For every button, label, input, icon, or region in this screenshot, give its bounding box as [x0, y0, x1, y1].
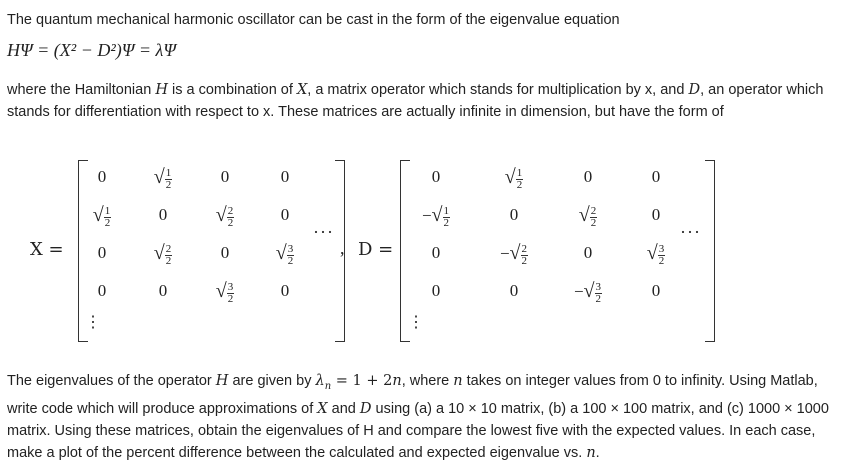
symbol-n: n: [392, 373, 402, 389]
desc-text-4: , an operator which stands for differentiation with respect to x. These matrices are actually infinite in dimension, but have the form of: [7, 82, 824, 120]
desc-text-3: , a matrix operator which stands for multiplication by x, and: [307, 82, 689, 98]
concl-text-6: using (a) a 10 × 10 matrix, (b) a 100 × 100 matrix, and (c) 1000 × 1000 matrix. Using these matrices, obtain the eigenvalues of H and compare the lowest five with the expected values. In each case, make a plot of the percent difference between the calculated and expected eigenvalue vs.: [7, 400, 829, 461]
matrix-d: [358, 150, 728, 350]
matrix-x-cell: √ $\frac{2}{2}$: [215, 204, 234, 229]
matrix-x-cell: √ $\frac{1}{2}$: [92, 204, 111, 229]
symbol-x: X: [296, 82, 308, 98]
matrix-d-hellipsis: ···: [680, 222, 701, 242]
matrix-x-cell: 0: [158, 205, 168, 224]
matrix-x-cell: √ $\frac{2}{2}$: [153, 242, 172, 267]
matrix-d-label: D =: [358, 239, 394, 260]
matrix-d-cell: 0: [651, 167, 661, 186]
matrix-x-label: X =: [30, 239, 64, 260]
matrix-x: [30, 150, 360, 350]
conclusion-paragraph: [7, 370, 847, 464]
matrix-x-cell: 0: [220, 243, 230, 262]
symbol-d: D: [688, 82, 701, 98]
concl-text-7: .: [595, 444, 600, 461]
concl-text-2: are given by: [228, 373, 316, 389]
matrix-d-cell: −√ $\frac{2}{2}$: [499, 242, 528, 267]
matrix-d-right-bracket: [705, 160, 715, 342]
matrix-d-cell: 0: [431, 167, 441, 186]
matrix-d-cell: 0: [431, 243, 441, 262]
matrix-d-cell: 0: [583, 167, 593, 186]
matrix-d-cell: −√ $\frac{1}{2}$: [421, 204, 450, 229]
matrix-x-cell: 0: [280, 167, 290, 186]
symbol-h: H: [155, 82, 168, 98]
matrix-d-cell: 0: [651, 205, 661, 224]
matrix-d-cell: 0: [651, 281, 661, 300]
eigenvalue-equation: HΨ = (X² − D²)Ψ = λΨ: [7, 40, 176, 60]
matrix-x-cell: √ $\frac{3}{2}$: [215, 280, 234, 305]
matrix-x-cell: √ $\frac{3}{2}$: [275, 242, 294, 267]
concl-text-1: The eigenvalues of the operator: [7, 373, 216, 389]
matrix-d-cell: 0: [509, 281, 519, 300]
matrix-d-cell: −√ $\frac{3}{2}$: [573, 280, 602, 305]
matrix-x-cell: 0: [220, 167, 230, 186]
matrix-x-cell: 0: [158, 281, 168, 300]
matrix-x-cell: 0: [280, 205, 290, 224]
matrix-x-cell: √ $\frac{1}{2}$: [153, 166, 172, 191]
symbol-d: D: [359, 400, 372, 417]
desc-text-2: is a combination of: [167, 82, 297, 98]
matrix-x-cell: 0: [280, 281, 290, 300]
concl-text-4: takes on integer values from 0 to infinity. Using Matlab, write code which will produce approximations of: [7, 373, 818, 417]
symbol-n: n: [453, 373, 463, 389]
matrix-d-cell: √ $\frac{3}{2}$: [646, 242, 665, 267]
desc-text-1: where the Hamiltonian: [7, 82, 156, 98]
description-paragraph: [7, 79, 847, 123]
symbol-n: n: [586, 444, 596, 461]
matrix-d-cell: 0: [431, 281, 441, 300]
symbol-x: X: [317, 400, 328, 417]
intro-text: The quantum mechanical harmonic oscillator can be cast in the form of the eigenvalue equation: [7, 12, 620, 28]
matrix-x-cell: 0: [97, 243, 107, 262]
concl-text-5: and: [327, 400, 360, 417]
matrix-d-cell: 0: [509, 205, 519, 224]
matrix-d-cell: √ $\frac{2}{2}$: [578, 204, 597, 229]
symbol-lambda: λ: [315, 373, 325, 389]
matrix-d-cell: 0: [583, 243, 593, 262]
matrix-x-hellipsis: ···: [313, 222, 334, 242]
matrix-separator: ,: [340, 238, 345, 258]
matrix-x-cell: 0: [97, 281, 107, 300]
matrix-d-vellipsis: ⋮: [408, 314, 424, 331]
matrix-d-cell: √ $\frac{1}{2}$: [504, 166, 523, 191]
eigenvalue-formula: = 1 + 2: [331, 373, 393, 389]
symbol-h: H: [215, 373, 229, 389]
matrix-x-cell: 0: [97, 167, 107, 186]
symbol-subscript-n: n: [324, 380, 332, 392]
concl-text-3: , where: [401, 373, 454, 389]
matrix-x-vellipsis: ⋮: [85, 314, 101, 331]
